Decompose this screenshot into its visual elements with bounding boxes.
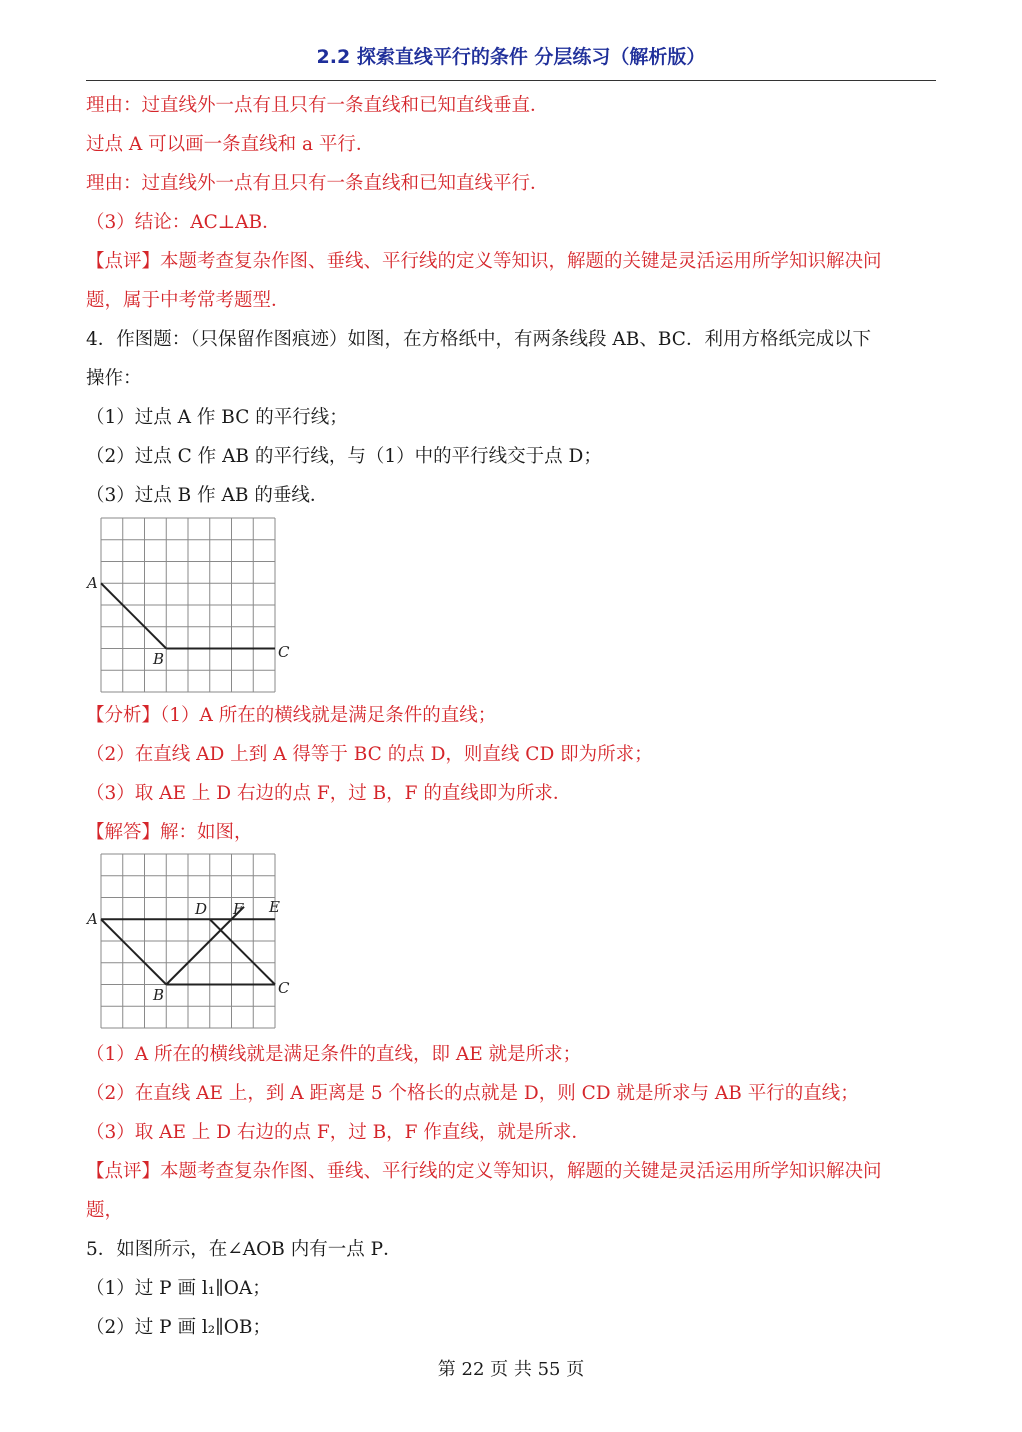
page-footer: 第 22 页 共 55 页	[437, 1359, 585, 1380]
text-line: （3）结论：AC⊥AB．	[86, 212, 281, 233]
question-line: （2）过点 C 作 AB 的平行线，与（1）中的平行线交于点 D；	[86, 446, 602, 467]
label-A: A	[87, 910, 98, 928]
header-title: 2.2 探索直线平行的条件 分层练习（解析版）	[316, 46, 706, 68]
question-line: （2）过 P 画 l₂∥OB；	[86, 1317, 272, 1338]
answer-line: （3）取 AE 上 D 右边的点 F，过 B，F 作直线，就是所求．	[86, 1122, 590, 1143]
segment-AB	[101, 919, 166, 984]
text-line: 理由：过直线外一点有且只有一条直线和已知直线平行．	[86, 173, 549, 194]
label-B: B	[153, 986, 165, 1004]
comment-line: 题，	[86, 1200, 124, 1221]
question-line: 5．如图所示，在∠AOB 内有一点 P．	[86, 1239, 402, 1260]
label-E: E	[269, 898, 280, 916]
question-line: 4．作图题：（只保留作图痕迹）如图，在方格纸中，有两条线段 AB、BC．利用方格纸完成以下	[86, 329, 871, 350]
label-C: C	[278, 979, 290, 997]
text-line: 理由：过直线外一点有且只有一条直线和已知直线垂直．	[86, 95, 549, 116]
text-line: 【点评】本题考查复杂作图、垂线、平行线的定义等知识，解题的关键是灵活运用所学知识解决问	[86, 251, 882, 272]
analysis-line: （3）取 AE 上 D 右边的点 F，过 B，F 的直线即为所求．	[86, 783, 572, 804]
label-A: A	[87, 574, 98, 592]
label-C: C	[278, 643, 290, 661]
grid-figure-1	[84, 514, 290, 694]
segment-AB	[101, 583, 166, 648]
label-B: B	[153, 650, 165, 668]
answer-line: 【解答】解：如图，	[86, 822, 253, 843]
text-line: 过点 A 可以画一条直线和 a 平行．	[86, 134, 375, 155]
question-line: （3）过点 B 作 AB 的垂线．	[86, 485, 329, 506]
answer-line: （2）在直线 AE 上，到 A 距离是 5 个格长的点就是 D，则 CD 就是所求与 AB 平行的直线；	[86, 1083, 859, 1104]
analysis-line: （2）在直线 AD 上到 A 得等于 BC 的点 D，则直线 CD 即为所求；	[86, 744, 653, 765]
comment-line: 【点评】本题考查复杂作图、垂线、平行线的定义等知识，解题的关键是灵活运用所学知识解决问	[86, 1161, 882, 1182]
label-F: F	[233, 900, 244, 918]
answer-line: （1）A 所在的横线就是满足条件的直线，即 AE 就是所求；	[86, 1044, 582, 1065]
question-line: （1）过点 A 作 BC 的平行线；	[86, 407, 348, 428]
segment-DC	[210, 919, 275, 984]
grid-figure-2	[84, 850, 290, 1030]
page-header	[86, 40, 936, 81]
question-line: 操作：	[86, 368, 142, 389]
text-line: 题，属于中考常考题型．	[86, 290, 290, 311]
label-D: D	[195, 900, 208, 918]
question-line: （1）过 P 画 l₁∥OA；	[86, 1278, 271, 1299]
analysis-line: 【分析】（1）A 所在的横线就是满足条件的直线；	[86, 705, 497, 726]
